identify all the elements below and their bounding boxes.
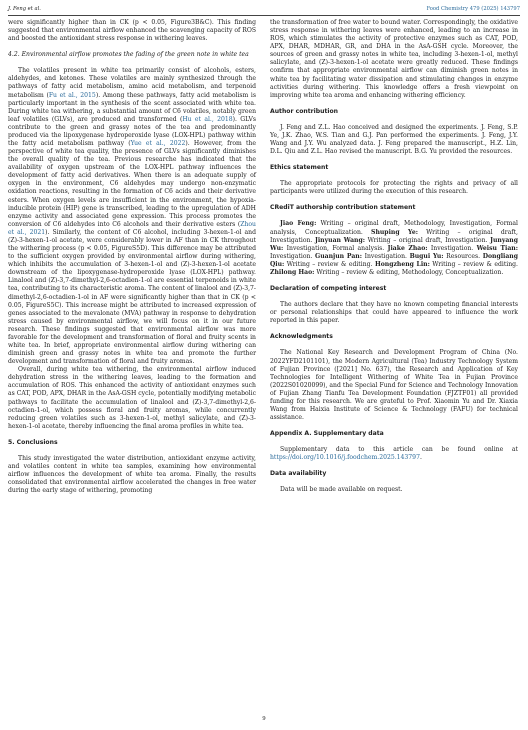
citation-yue-2022[interactable]: Yue et al., 2022	[130, 140, 186, 148]
data-availability-text: Data will be made available on request.	[280, 486, 403, 494]
appendix-heading: Appendix A. Supplementary data	[270, 430, 384, 438]
credit-name: Hongzheng Lin:	[374, 260, 430, 268]
section-5-heading: 5. Conclusions	[8, 438, 58, 446]
credit-name: Jiao Feng:	[280, 220, 317, 228]
data-availability-heading: Data availability	[270, 470, 327, 478]
credit-name: Zhilong Hao:	[270, 268, 315, 276]
ethics-text: The appropriate protocols for protecting the rights and privacy of all participants were utilized during the execution of this research.	[270, 180, 518, 196]
paragraph-volatiles: The volatiles present in white tea primarily consist of alcohols, esters, aldehydes, and ketones. These volatiles are mainly synthesized through the pathways of fatty acid metabolism, amino acid metabolism, and terpenoid metabolism (Fu et al., 2015). Among these pathways, fatty acid metabolism is particularly important in the synthesis of the scent associated with white tea. During white tea withering, a substantial amount of C6 volatiles, notably green leaf volatiles (GLVs), are produced and transformed (Hu et al., 2018). GLVs contribute to the green and grassy notes of the tea and predominantly produced via the lipoxygenase hydroperoxide lyase (LOX-HPL) pathway within the fatty acid metabolism pathway (Yue et al., 2022). However, from the perspective of white tea quality, the presence of GLVs significantly diminishes the overall quality of the tea. Previous researche has indicated that the availability of oxygen upstream of the LOX-HPL pathway influences the development of fatty acid derivatives. When there is an adequate supply of oxygen in the environment, C6 aldehydes may undergo non-enzymatic oxidation reactions, resulting in the formation of C6 acids and their derivative esters. When oxygen levels are insufficient in the environment, the hypoxia-inducible protein (HIP) gene is transcribed, leading to the upregulation of ADH enzyme activity and associated gene expression. This process promotes the conversion of C6 aldehydes into C6 alcohols and their derivative esters (Zhou et al., 2021). Similarly, the content of C6 alcohol, including 3-hexen-1-ol and (Z)-3-hexen-1-ol acetate, were considerably lower in AF than in CK throughout the withering process (p < 0.05, FigureS5D). This difference may be attributed to the sufficient oxygen provided by environmental airflow during withering, which inhibits the accumulation of 3-hexen-1-ol and (Z)-3-hexen-1-ol acetate downstream of the lipoxygenase-hydroperoxide lyase (LOX-HPL) pathway. Linalool and (Z)-3,7-dimethyl-2,6-octadien-1-ol are essential terpenoids in white tea, contributing to its characteristic aroma. The content of linalool and (Z)-3,7-dimethyl-2,6-octadien-1-ol in AF were significantly higher than that in CK (p < 0.05, FigureS5C). This increase might be attributed to increased expression of genes associated to the mevalonate (MVA) pathway in response to dehydration stress caused by environmental airflow, we will focus on it in our future research. These findings suggested that environmental airflow was more favorable for the development and transformation of floral and fruity scents in white tea. In brief, appropriate environmental airflow during withering can diminish green and grassy notes in white tea and promote the further development and transformation of floral and fruity aromas.	[8, 67, 257, 366]
header-divider	[8, 15, 520, 16]
appendix-text: Supplementary data to this article can be found online at https://doi.org/10.1016/j.foodchem.2025.143797.	[270, 446, 518, 462]
credit-name: Jinyuan Wang:	[314, 236, 365, 244]
competing-interest-heading: Declaration of competing interest	[270, 285, 387, 293]
paragraph-conclusions: This study investigated the water distribution, antioxidant enzyme activity, and volatiles content in white tea samples, examining how environmental airflow influences the development of white tea aroma. Finally, the results consolidated that environmental airflow accelerated the changes in free water during the early stage of withering, promoting	[8, 454, 256, 495]
credit-name: Junyang Wu:	[270, 236, 519, 252]
paragraph-conclusions-cont: the transformation of free water to bound water. Correspondingly, the oxidative stress response in withering leaves were enhanced, leading to an increase in ROS, which stimulates the activity of protective enzymes such as CAT, POD, APX, DHAR, MDHAR, GR, and DHA in the AsA-GSH cycle. Moreover, the sources of green and grassy notes in white tea, including 3-hexen-1-ol, methyl salicylate, and (Z)-3-hexen-1-ol acetate were greatly reduced. These findings confirm that appropriate environmental airflow can diminish green notes in white tea by facilitating water dissipation and stimulating changes in enzyme activities during withering. This knowledge offers a fresh viewpoint on improving white tea aroma and enhancing withering efficiency.	[270, 19, 518, 99]
credit-statement: Jiao Feng: Writing – original draft, Methodology, Investigation, Formal analysis, Conceptualization. Shuping Ye: Writing – original draft, Investigation. Jinyuan Wang: Writing – original draft, Investigation. Junyang Wu: Investigation, Formal analysis. Jiake Zhao: Investigation. Weisu Tian: Investigation. Guanjun Pan: Investigation. Bugui Yu: Resources. Dongliang Qiu: Writing – review & editing. Hongzheng Lin: Writing – review & editing. Zhilong Hao: Writing – review & editing, Methodology, Conceptualization.	[270, 220, 519, 276]
acknowledgments-heading: Acknowledgments	[270, 333, 333, 341]
author-contribution-heading: Author contribution	[270, 107, 338, 115]
credit-name: Dongliang Qiu:	[270, 252, 518, 268]
citation-zhou-2021[interactable]: Zhou et al., 2021	[8, 220, 256, 236]
author-contribution-text: J. Feng and Z.L. Hao conceived and designed the experiments. J. Feng, S.P. Ye, J.K. Zhao, W.S. Tian and G.J. Pan performed the experiments. J. Feng, J.Y. Wang and J.Y. Wu analyzed data. J. Feng prepared the manuscript., H.Z. Lin, D.L. Qiu and Z.L. Hao revised the manuscript. B.G. Yu provided the resources.	[270, 123, 518, 156]
credit-name: Weisu Tian:	[476, 244, 518, 252]
credit-name: Jiake Zhao:	[387, 244, 428, 252]
supplementary-doi-link[interactable]: https://doi.org/10.1016/j.foodchem.2025.143797	[270, 454, 420, 462]
left-column	[8, 19, 256, 495]
paragraph-antioxidant-conclusion: were significantly higher than in CK (p < 0.05, Figure3B&C). This finding suggested that environmental airflow enhanced the scavenging capacity of ROS and boosted the antioxidant stress response in withering leaves.	[8, 19, 256, 43]
paragraph-overall: Overall, during white tea withering, the environmental airflow induced dehydration stress in the withering leaves, leading to the formation and accumulation of ROS. This enhanced the activity of antioxidant enzymes such as CAT, POD, APX, DHAR in the AsA-GSH cycle, potentially modifying metabolic pathways to facilitate the accumulation of linalool and (Z)-3,7-dimethyl-2,6-octadien-1-ol, which possess floral and fruity aromas, while concurrently reducing green volatiles such as 3-hexen-1-ol, methyl salicylate, and (Z)-3-hexen-1-ol acetate, thereby influencing the final aroma profiles in white tea.	[8, 366, 256, 430]
credit-heading: CRediT authorship contribution statement	[270, 204, 416, 212]
credit-name: Shuping Ye:	[371, 228, 418, 236]
page-number: 9	[262, 716, 266, 722]
right-column	[270, 19, 518, 495]
competing-interest-text: The authors declare that they have no known competing financial interests or personal relationships that could have appeared to influence the work reported in this paper.	[270, 301, 518, 325]
running-header-authors: J. Feng et al.	[8, 6, 41, 12]
acknowledgments-text: The National Key Research and Development Program of China (No. 2022YFD2101101), the Modern Agricultural (Tea) Industry Technology System of Fujian Province ([2021] No. 637), the Research and Application of Key Technologies for Intelligent Withering of White Tea in Fujian Province (2022S01020099), and the Special Fund for Science and Technology Innovation of Fujian Zhang Tianfu Tea Development Foundation (FJZTF01) all provided funding for this research. We are grateful to Prof. Xiaomin Yu and Dr. Xiaxia Wang from Haixia Institute of Science & Technology (FAFU) for technical assistance.	[270, 349, 518, 422]
credit-name: Guanjun Pan:	[315, 252, 362, 260]
section-4-2-heading: 4.2. Environmental airflow promotes the fading of the green note in white tea	[8, 51, 249, 59]
credit-name: Bugui Yu:	[409, 252, 444, 260]
citation-fu-2015[interactable]: Fu et al., 2015	[48, 91, 96, 99]
ethics-heading: Ethics statement	[270, 164, 329, 172]
citation-hu-2018[interactable]: Hu et al., 2018	[182, 115, 233, 123]
running-header-journal[interactable]: Food Chemistry 479 (2025) 143797	[426, 6, 520, 12]
